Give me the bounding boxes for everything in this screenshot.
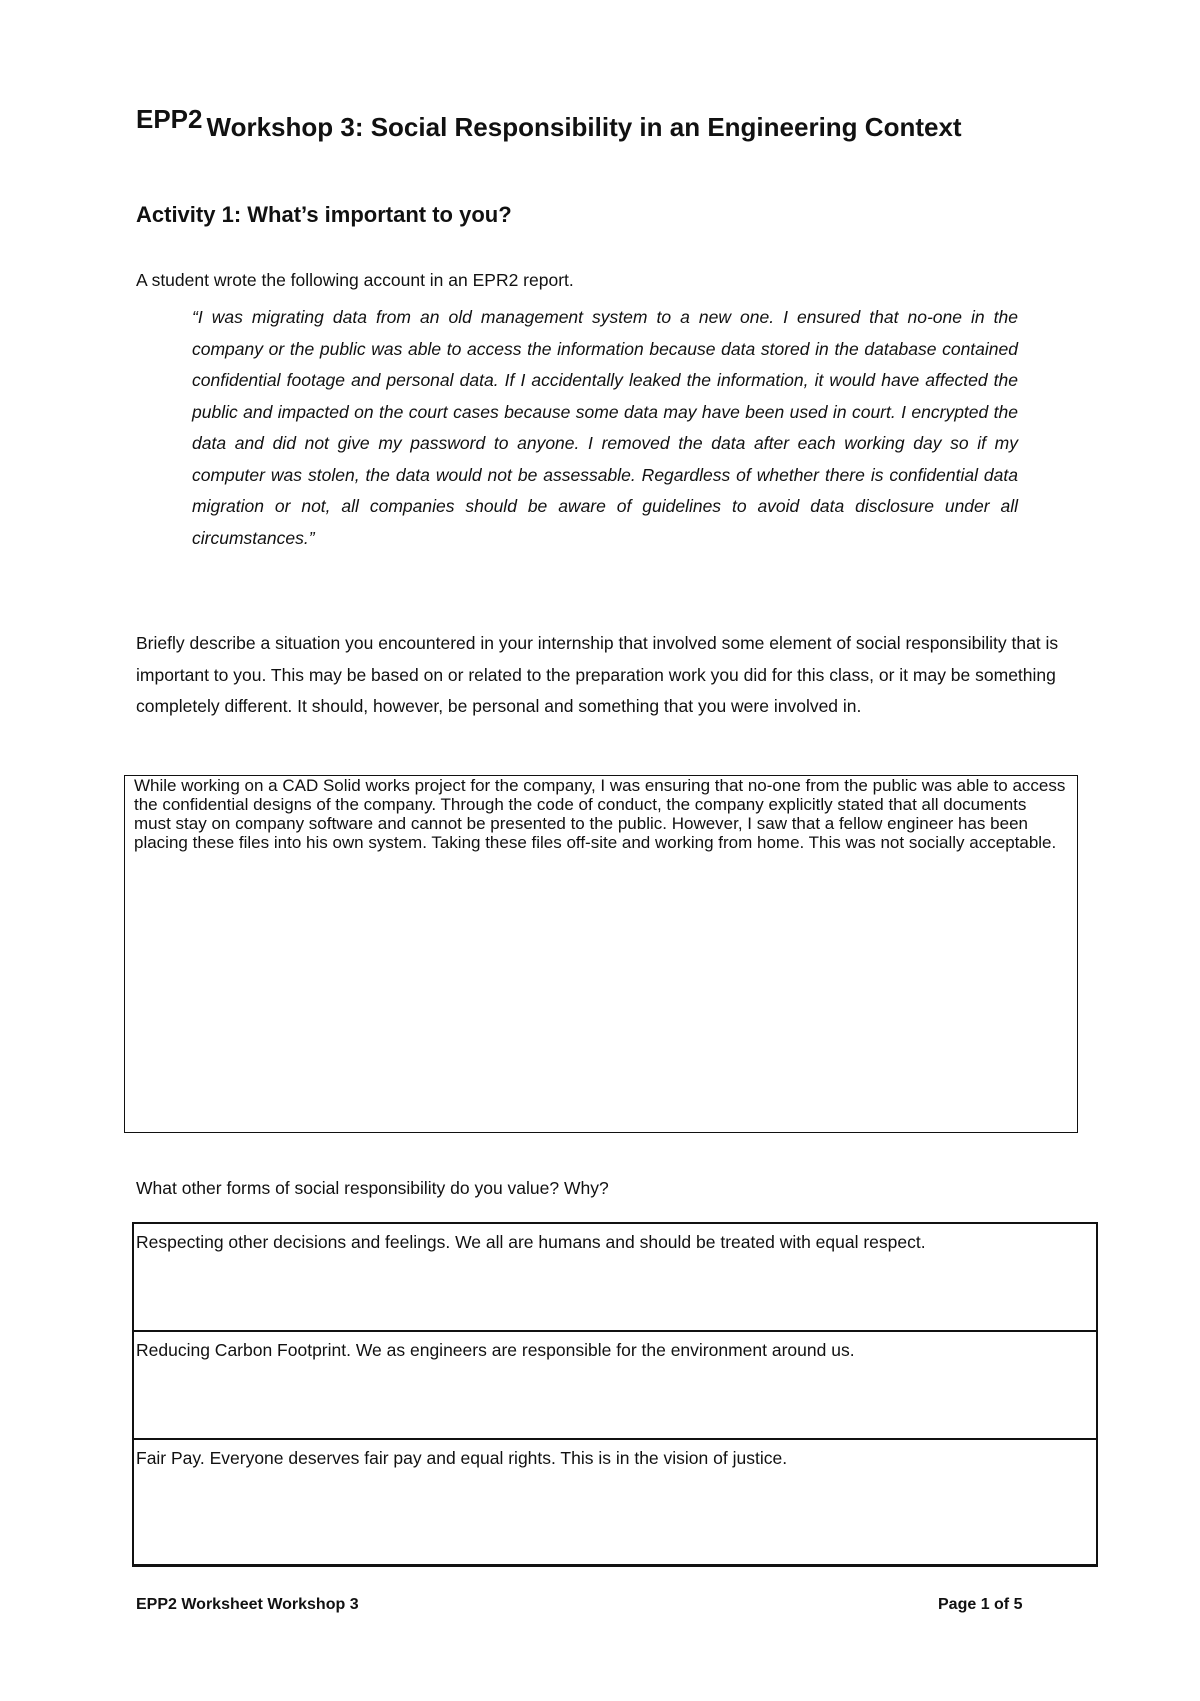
- value-answer-cell[interactable]: Respecting other decisions and feelings. We all are humans and should be treated with equal respect.: [133, 1223, 1097, 1331]
- footer-page-number: Page 1 of 5: [938, 1596, 1023, 1613]
- values-answer-table: [132, 1222, 1098, 1567]
- student-quote: “I was migrating data from an old management system to a new one. I ensured that no-one in the company or the public was able to access the information because data stored in the database contained confidential footage and personal data. If I accidentally leaked the information, it would have affected the public and impacted on the court cases because some data may have been used in court. I encrypted the data and did not give my password to anyone. I removed the data after each working day so if my computer was stolen, the data would not be assessable. Regardless of whether there is confidential data migration or not, all companies should be aware of guidelines to avoid data disclosure under all circumstances.”: [192, 307, 1018, 548]
- activity-heading: Activity 1: What’s important to you?: [136, 202, 512, 227]
- situation-answer-text: While working on a CAD Solid works project for the company, I was ensuring that no-one from the public was able to access the confidential designs of the company. Through the code of conduct, the company explicitly stated that all documents must stay on company software and cannot be presented to the public. However, I saw that a fellow engineer has been placing these files into his own system. Taking these files off-site and working from home. This was not socially acceptable.: [134, 776, 1066, 852]
- table-row: [133, 1439, 1097, 1565]
- values-question: What other forms of social responsibility do you value? Why?: [136, 1178, 609, 1198]
- situation-answer-box[interactable]: [124, 775, 1078, 1133]
- intro-text: A student wrote the following account in an EPR2 report.: [136, 270, 574, 290]
- page-title: [136, 104, 962, 143]
- course-code: EPP2: [136, 104, 203, 134]
- footer-document-name: EPP2 Worksheet Workshop 3: [136, 1596, 359, 1613]
- value-answer-cell[interactable]: Reducing Carbon Footprint. We as engineers are responsible for the environment around us.: [133, 1331, 1097, 1439]
- value-answer-cell[interactable]: Fair Pay. Everyone deserves fair pay and equal rights. This is in the vision of justice.: [133, 1439, 1097, 1565]
- situation-prompt: Briefly describe a situation you encountered in your internship that involved some element of social responsibility that is important to you. This may be based on or related to the preparation work you did for this class, or it may be something completely different. It should, however, be personal and something that you were involved in.: [136, 633, 1059, 716]
- table-row: [133, 1331, 1097, 1439]
- workshop-title: Workshop 3: Social Responsibility in an Engineering Context: [206, 112, 962, 142]
- table-row: [133, 1223, 1097, 1331]
